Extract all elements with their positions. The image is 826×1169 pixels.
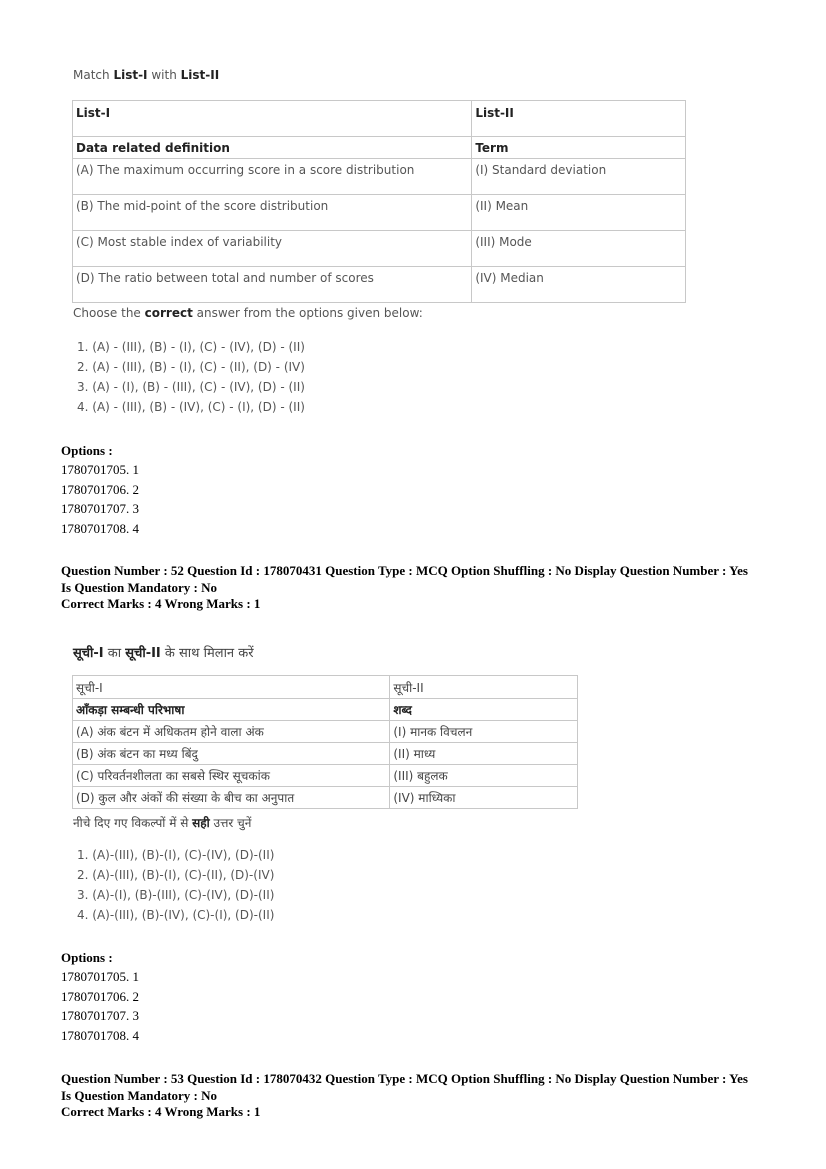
table-row <box>73 159 686 195</box>
table-row <box>73 195 686 231</box>
table-cell: Term <box>472 137 686 159</box>
table-cell: सूची-I <box>73 676 390 699</box>
table-cell: (IV) Median <box>472 267 686 303</box>
answer-option: 4. (A)-(III), (B)-(IV), (C)-(I), (D)-(II) <box>77 908 275 922</box>
table-row <box>73 231 686 267</box>
answer-option: 1. (A)-(III), (B)-(I), (C)-(IV), (D)-(II) <box>77 848 275 862</box>
question-instruction: Match List-I with List-II <box>73 68 220 82</box>
table-cell: सूची-II <box>390 676 578 699</box>
table-cell: आँकड़ा सम्बन्धी परिभाषा <box>73 699 390 721</box>
table-cell: (D) कुल और अंकों की संख्या के बीच का अनुपात <box>73 787 390 809</box>
option-id: 1780701706. 2 <box>61 481 139 497</box>
table-cell: (C) परिवर्तनशीलता का सबसे स्थिर सूचकांक <box>73 765 390 787</box>
table-subheader-row <box>73 699 578 721</box>
table-header-row <box>73 101 686 137</box>
table-cell: (I) Standard deviation <box>472 159 686 195</box>
match-table <box>72 675 578 809</box>
answer-option: 4. (A) - (III), (B) - (IV), (C) - (I), (D) - (II) <box>77 400 305 414</box>
table-row <box>73 787 578 809</box>
match-table <box>72 100 686 303</box>
answer-option: 2. (A)-(III), (B)-(I), (C)-(II), (D)-(IV) <box>77 868 275 882</box>
option-id: 1780701707. 3 <box>61 501 139 517</box>
options-section <box>61 948 139 1045</box>
choose-instruction: Choose the correct answer from the options given below: <box>73 306 423 320</box>
options-label: Options : <box>61 950 113 965</box>
option-id: 1780701706. 2 <box>61 988 139 1004</box>
table-cell: (II) माध्य <box>390 743 578 765</box>
table-row <box>73 743 578 765</box>
table-row <box>73 721 578 743</box>
answer-option: 1. (A) - (III), (B) - (I), (C) - (IV), (D) - (II) <box>77 340 305 354</box>
option-id: 1780701705. 1 <box>61 462 139 478</box>
table-cell: (B) The mid-point of the score distribution <box>73 195 472 231</box>
answer-option: 2. (A) - (III), (B) - (I), (C) - (II), (D) - (IV) <box>77 360 305 374</box>
option-id: 1780701707. 3 <box>61 1008 139 1024</box>
table-cell: (III) बहुलक <box>390 765 578 787</box>
option-id: 1780701708. 4 <box>61 520 139 536</box>
question-meta: Question Number : 53 Question Id : 178070432 Question Type : MCQ Option Shuffling : No Display Question Number : Yes Is Question Mandatory : No Correct Marks : 4 Wrong Marks : 1 <box>61 1071 748 1119</box>
table-row <box>73 267 686 303</box>
table-cell: शब्द <box>390 699 578 721</box>
option-id: 1780701705. 1 <box>61 969 139 985</box>
option-id: 1780701708. 4 <box>61 1027 139 1043</box>
table-header-row <box>73 676 578 699</box>
table-cell: Data related definition <box>73 137 472 159</box>
table-cell: List-II <box>472 101 686 137</box>
table-cell: (A) The maximum occurring score in a score distribution <box>73 159 472 195</box>
question-meta: Question Number : 52 Question Id : 178070431 Question Type : MCQ Option Shuffling : No Display Question Number : Yes Is Question Mandatory : No Correct Marks : 4 Wrong Marks : 1 <box>61 563 748 611</box>
table-row <box>73 765 578 787</box>
choose-instruction: नीचे दिए गए विकल्पों में से सही उत्तर चुनें <box>73 816 252 830</box>
table-cell: (III) Mode <box>472 231 686 267</box>
table-cell: List-I <box>73 101 472 137</box>
table-cell: (IV) माध्यिका <box>390 787 578 809</box>
table-cell: (II) Mean <box>472 195 686 231</box>
options-label: Options : <box>61 443 113 458</box>
question-instruction: सूची-I का सूची-II के साथ मिलान करें <box>73 646 254 661</box>
options-section <box>61 441 139 538</box>
table-cell: (A) अंक बंटन में अधिकतम होने वाला अंक <box>73 721 390 743</box>
table-cell: (B) अंक बंटन का मध्य बिंदु <box>73 743 390 765</box>
answer-option: 3. (A)-(I), (B)-(III), (C)-(IV), (D)-(II) <box>77 888 275 902</box>
table-subheader-row <box>73 137 686 159</box>
answer-options <box>77 845 274 925</box>
table-cell: (C) Most stable index of variability <box>73 231 472 267</box>
table-cell: (I) मानक विचलन <box>390 721 578 743</box>
answer-option: 3. (A) - (I), (B) - (III), (C) - (IV), (D) - (II) <box>77 380 305 394</box>
answer-options <box>77 337 305 417</box>
table-cell: (D) The ratio between total and number of scores <box>73 267 472 303</box>
